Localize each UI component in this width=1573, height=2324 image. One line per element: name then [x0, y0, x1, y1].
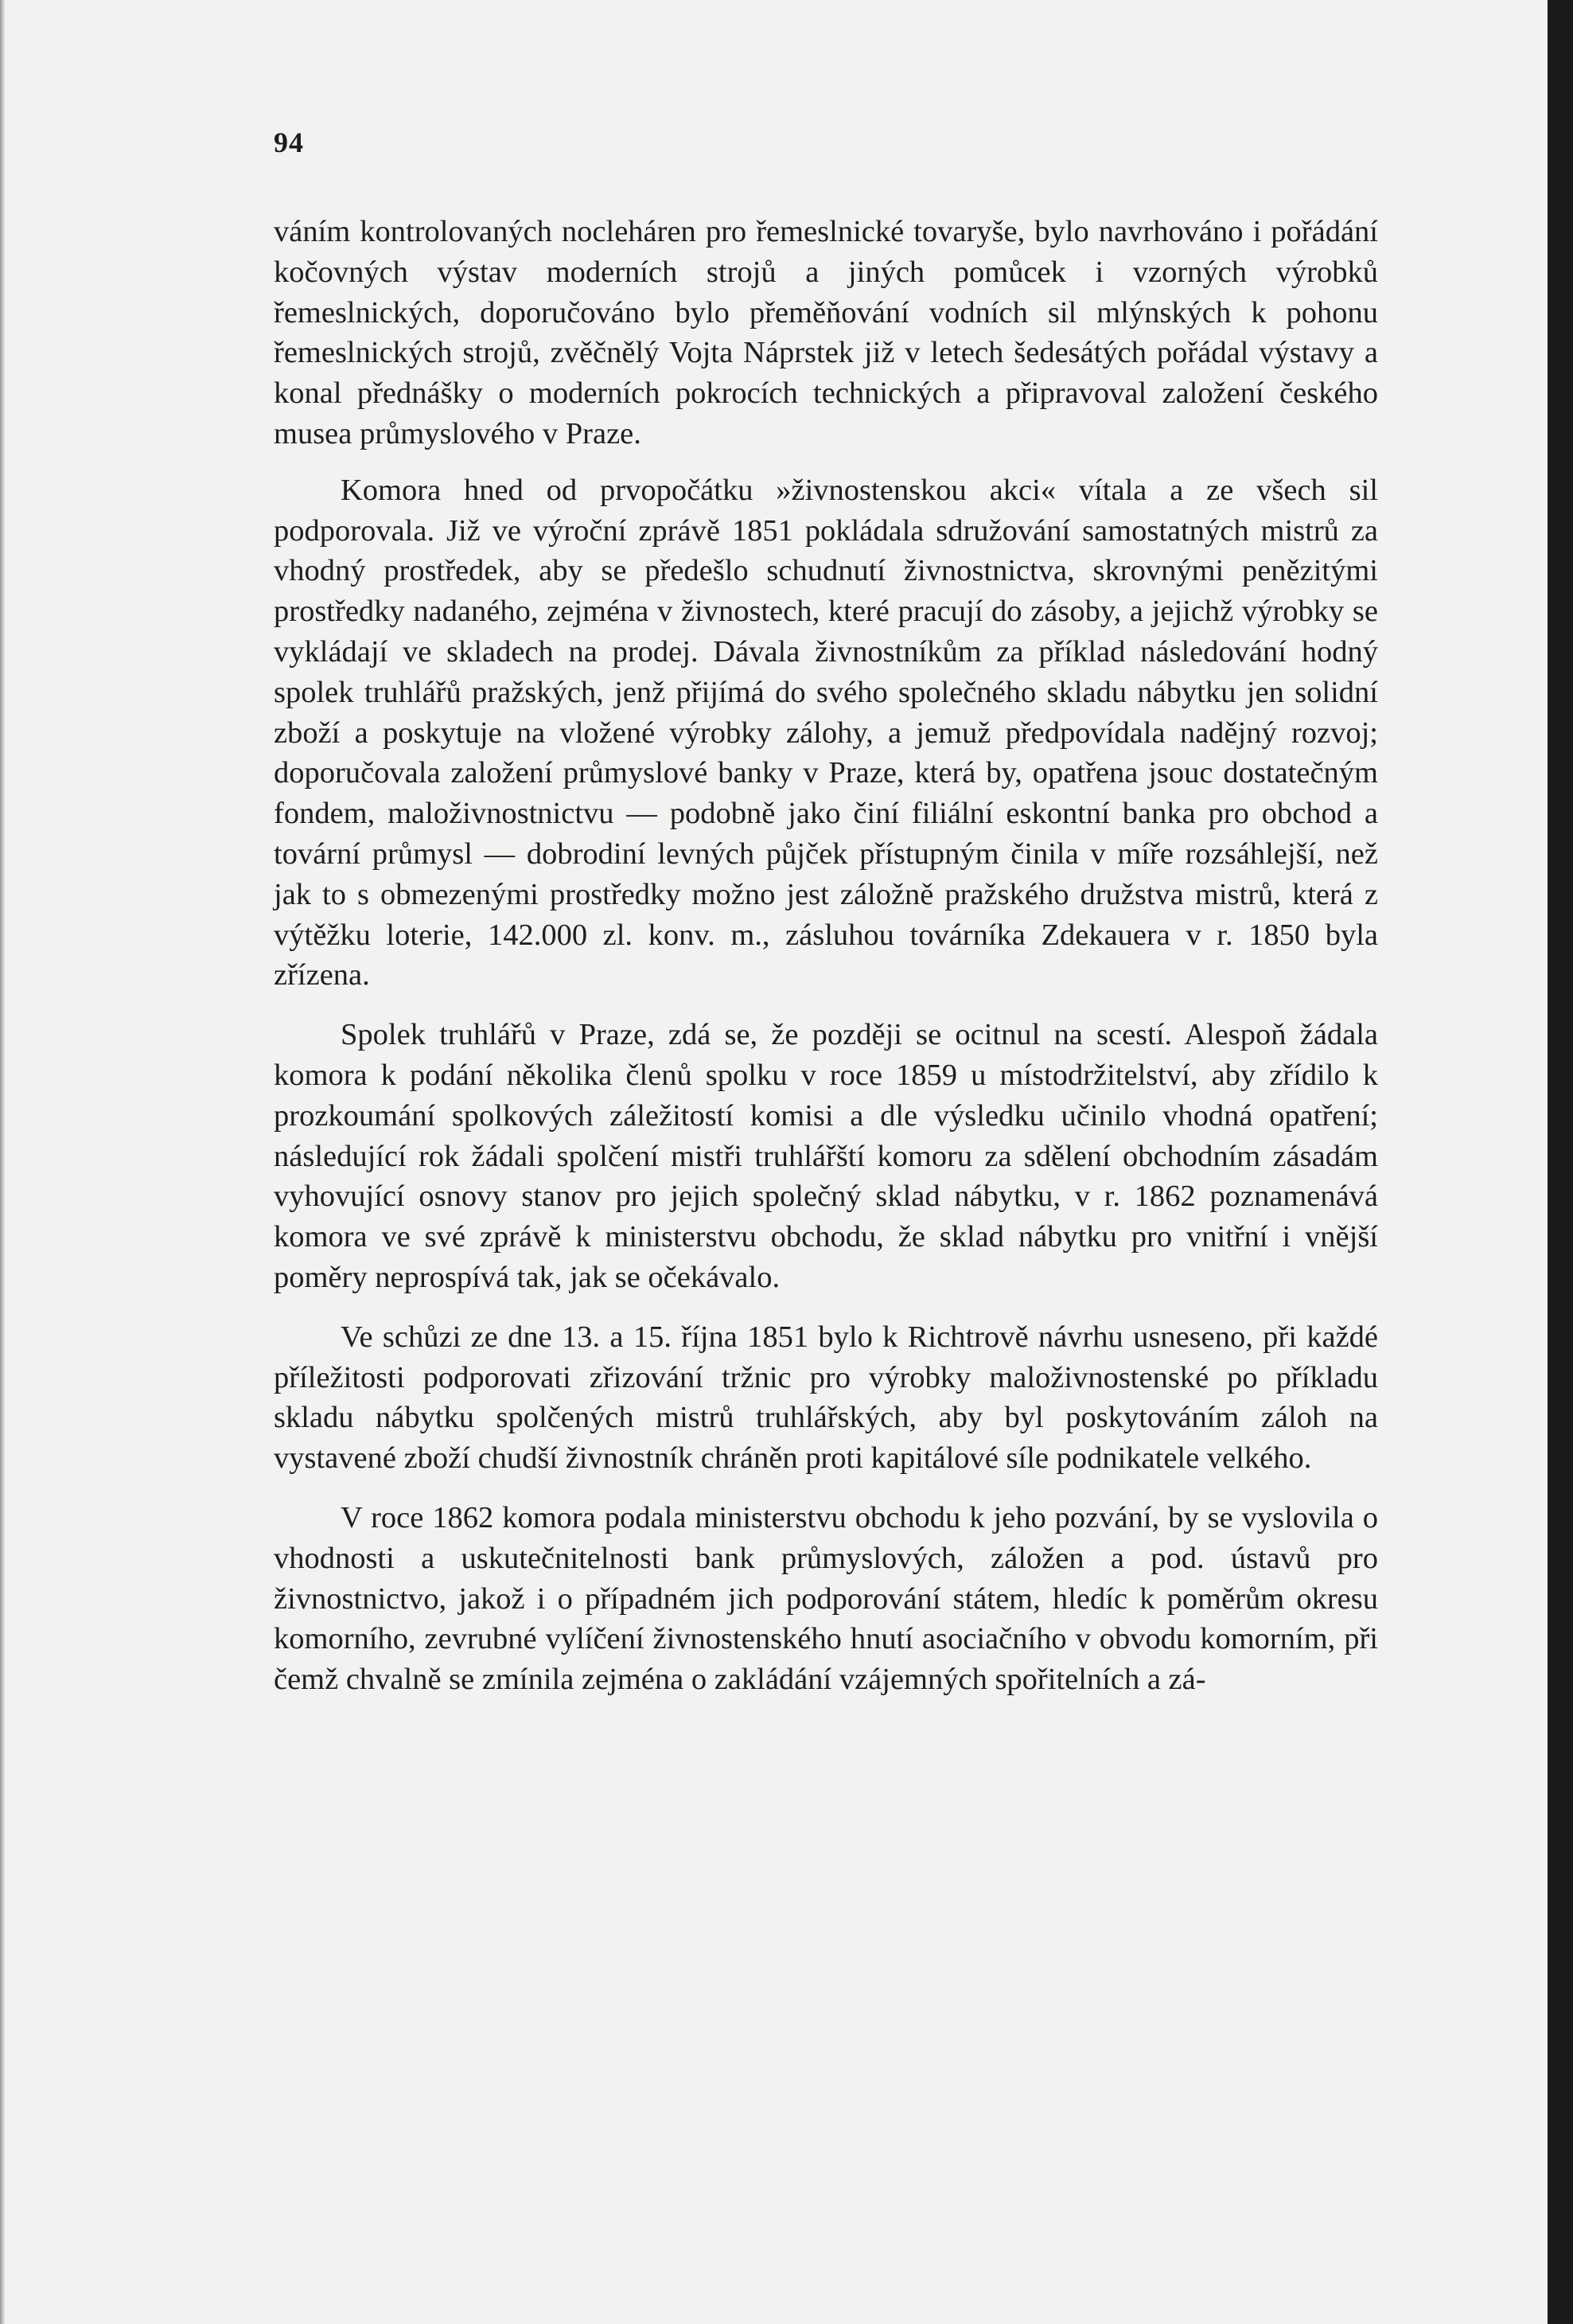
paragraph-4: Ve schůzi ze dne 13. a 15. října 1851 bylo k Richtrově návrhu usneseno, při každé příležitosti podporovati zřizování tržnic pro výrobky maloživnostenské po příkladu skladu nábytku spolčených mistrů truhlářských, aby byl poskytováním záloh na vystavené zboží chudší živnostník chráněn proti kapitálové síle podnikatele velkého. — [274, 1320, 1378, 1476]
paragraph-2: Komora hned od prvopočátku »živnostenskou akci« vítala a ze všech sil podporovala. Již ve výroční zprávě 1851 pokládala sdružování samostatných mistrů za vhodný prostředek, aby se předešlo schudnutí živnostnictva, skrovnými penězitými prostředky nadaného, zejména v živnostech, které pracují do zásoby, a jejichž výrobky se vykládají ve skladech na prodej. Dávala živnostníkům za příklad následování hodný spolek truhlářů pražských, jenž přijímá do svého společného skladu nábytku jen solidní zboží a poskytuje na vložené výrobky zálohy, a jemuž předpovídala nadějný rozvoj; doporučovala založení průmyslové banky v Praze, která by, opatřena jsouc dostatečným fondem, maloživnostnictvu — podobně jako činí filiální eskontní banka pro obchod a tovární průmysl — dobrodiní levných půjček přístupným činila v míře rozsáhlejší, než jak to s obmezenými prostředky možno jest záložně pražského družstva mistrů, která z výtěžku loterie, 142.000 zl. konv. m., zásluhou továrníka Zdekauera v r. 1850 byla zřízena. — [274, 473, 1378, 992]
scan-left-edge — [0, 0, 5, 2324]
scan-right-edge — [1548, 0, 1573, 2324]
body-text — [274, 212, 1378, 1727]
paragraph-1: váním kontrolovaných nocleháren pro řemeslnické tovaryše, bylo navrhováno i pořádání kočovných výstav moderních strojů a jiných pomůcek i vzorných výrobků řemeslnických, doporučováno bylo přeměňování vodních sil mlýnských k pohonu řemeslnických strojů, zvěčnělý Vojta Náprstek již v letech šedesátých pořádal výstavy a konal přednášky o moderních pokrocích technických a připravoval založení českého musea průmyslového v Praze. — [274, 215, 1378, 450]
paragraph-3: Spolek truhlářů v Praze, zdá se, že později se ocitnul na scestí. Alespoň žádala komora k podání několika členů spolku v roce 1859 u místodržitelství, aby zřídilo k prozkoumání spolkových záležitostí komisi a dle výsledku učinilo vhodná opatření; následující rok žádali spolčení mistři truhlářští komoru za sdělení obchodním zásadám vyhovující osnovy stanov pro jejich společný sklad nábytku, v r. 1862 poznamenává komora ve své zprávě k ministerstvu obchodu, že sklad nábytku pro vnitřní i vnější poměry neprospívá tak, jak se očekávalo. — [274, 1018, 1378, 1294]
paragraph-5: V roce 1862 komora podala ministerstvu obchodu k jeho pozvání, by se vyslovila o vhodnosti a uskutečnitelnosti bank průmyslových, záložen a pod. ústavů pro živnostnictvo, jakož i o případném jich podporování státem, hledíc k poměrům okresu komorního, zevrubné vylíčení živnostenského hnutí asociačního v obvodu komorním, při čemž chvalně se zmínila zejména o zakládání vzájemných spořitelních a zá- — [274, 1500, 1378, 1697]
page-number: 94 — [274, 127, 304, 158]
